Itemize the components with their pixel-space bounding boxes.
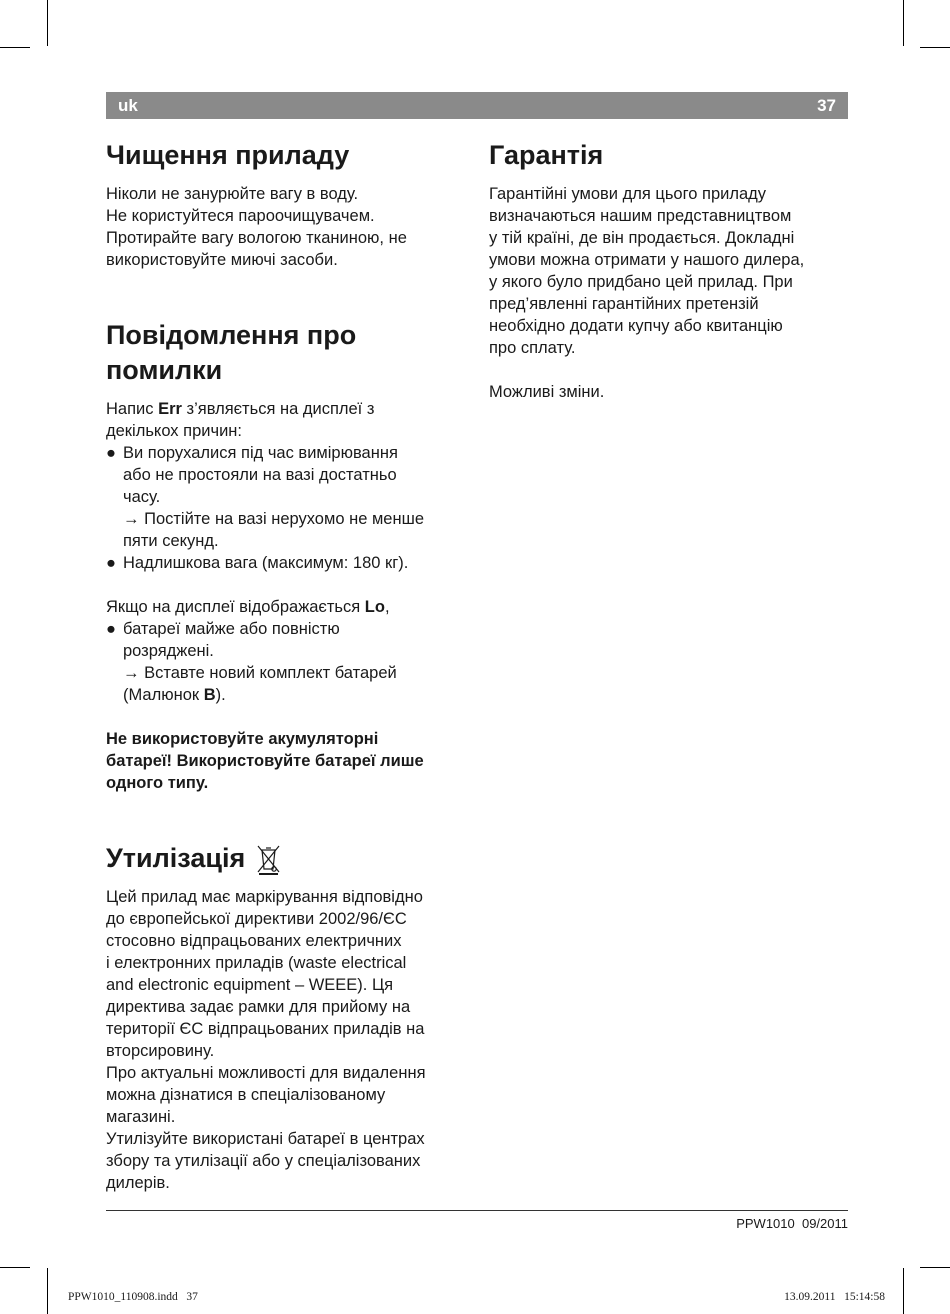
text-line: необхідно додати купчу або квитанцію: [489, 317, 783, 335]
cleaning-title: Чищення приладу: [106, 140, 350, 170]
text-line: збору та утилізації або у спеціалізованих: [106, 1152, 421, 1170]
lo-code: Lo: [364, 598, 385, 616]
text-line: дилерів.: [106, 1174, 170, 1192]
text-span: ).: [215, 686, 226, 704]
warranty-title: Гарантія: [489, 140, 604, 170]
text-line: стосовно відпрацьованих електричних: [106, 932, 402, 950]
page-number: 37: [817, 95, 836, 115]
bullet: ●: [106, 620, 116, 638]
errors-title-line: помилки: [106, 355, 223, 385]
page-header: [106, 92, 848, 119]
text-line: магазині.: [106, 1108, 176, 1126]
text-line: використовуйте миючі засоби.: [106, 251, 338, 269]
battery-warning: одного типу.: [106, 774, 209, 792]
errors-title: [106, 318, 468, 388]
left-column: [106, 138, 468, 1194]
text-span: ,: [384, 598, 390, 616]
warranty-section: [489, 138, 851, 403]
language-code: uk: [118, 95, 138, 115]
crop-mark: [920, 47, 950, 48]
text-line: директива задає рамки для прийому на: [106, 998, 411, 1016]
text-line: декількох причин:: [106, 422, 242, 440]
crop-mark: [0, 1267, 30, 1268]
text-line: до європейської директиви 2002/96/ЄС: [106, 910, 407, 928]
list-item: [106, 552, 468, 574]
crossed-out-wheelie-bin-icon: [255, 842, 282, 876]
text-line: Надлишкова вага (максимум: 180 кг).: [123, 554, 409, 572]
text-line: and electronic equipment – WEEE). Ця: [106, 976, 394, 994]
text-span: Напис: [106, 400, 159, 418]
text-span: з’являється на дисплеї з: [181, 400, 375, 418]
text-line: про сплату.: [489, 339, 576, 357]
text-line: вторсировину.: [106, 1042, 215, 1060]
text-line: → Вставте новий комплект батарей: [123, 664, 397, 682]
text-line: Гарантійні умови для цього приладу: [489, 185, 767, 203]
figure-ref: B: [203, 686, 216, 704]
text-line: Утилізуйте використані батареї в центрах: [106, 1130, 425, 1148]
text-line: пред’явленні гарантійних претензій: [489, 295, 759, 313]
crop-mark: [47, 1268, 48, 1314]
text-line: [123, 684, 468, 706]
bullet: ●: [106, 444, 116, 462]
text-line: Не користуйтеся пароочищувачем.: [106, 207, 375, 225]
cleaning-section: [106, 138, 468, 271]
err-code: Err: [158, 400, 182, 418]
crop-mark: [47, 0, 48, 46]
text-line: Про актуальні можливості для видалення: [106, 1064, 426, 1082]
text-line: Цей прилад має маркірування відповідно: [106, 888, 423, 906]
err-intro: [106, 398, 468, 420]
text-line: або не простояли на вазі достатньо: [123, 466, 397, 484]
text-line: Протирайте вагу вологою тканиною, не: [106, 229, 407, 247]
text-line: і електронних приладів (waste electrical: [106, 954, 407, 972]
list-item: [106, 618, 468, 706]
text-line: території ЄС відпрацьованих приладів на: [106, 1020, 425, 1038]
slug-filename: PPW1010_110908.indd 37: [68, 1291, 198, 1303]
text-line: можна дізнатися в спеціалізованому: [106, 1086, 386, 1104]
text-line: умови можна отримати у нашого дилера,: [489, 251, 805, 269]
text-line: Ніколи не занурюйте вагу в воду.: [106, 185, 359, 203]
text-line: батареї майже або повністю: [123, 620, 340, 638]
text-span: Якщо на дисплеї відображається: [106, 598, 365, 616]
text-line: → Постійте на вазі нерухомо не менше: [123, 510, 424, 528]
lo-intro: [106, 596, 468, 618]
text-line: у якого було придбано цей прилад. При: [489, 273, 793, 291]
slug-datetime: 13.09.2011 15:14:58: [784, 1291, 885, 1303]
right-column: [489, 138, 851, 403]
errors-title-line: Повідомлення про: [106, 320, 357, 350]
text-line: часу.: [123, 488, 161, 506]
bullet: ●: [106, 554, 116, 572]
changes-note: Можливі зміни.: [489, 383, 605, 401]
text-line: пяти секунд.: [123, 532, 219, 550]
crop-mark: [903, 1268, 904, 1314]
list-item: [106, 442, 468, 552]
text-span: (Малюнок: [123, 686, 204, 704]
disposal-section: [106, 841, 468, 1194]
crop-mark: [0, 47, 30, 48]
errors-section: [106, 318, 468, 794]
battery-warning: Не використовуйте акумуляторні: [106, 730, 379, 748]
footer-rule: [106, 1210, 848, 1211]
crop-mark: [920, 1267, 950, 1268]
text-line: розряджені.: [123, 642, 214, 660]
text-line: визначаються нашим представництвом: [489, 207, 792, 225]
battery-warning: батареї! Використовуйте батареї лише: [106, 752, 424, 770]
crop-mark: [903, 0, 904, 46]
footer-model-code: PPW1010 09/2011: [736, 1216, 848, 1231]
text-line: Ви порухалися під час вимірювання: [123, 444, 398, 462]
text-line: у тій країні, де він продається. Докладні: [489, 229, 795, 247]
disposal-title: Утилізація: [106, 843, 246, 873]
